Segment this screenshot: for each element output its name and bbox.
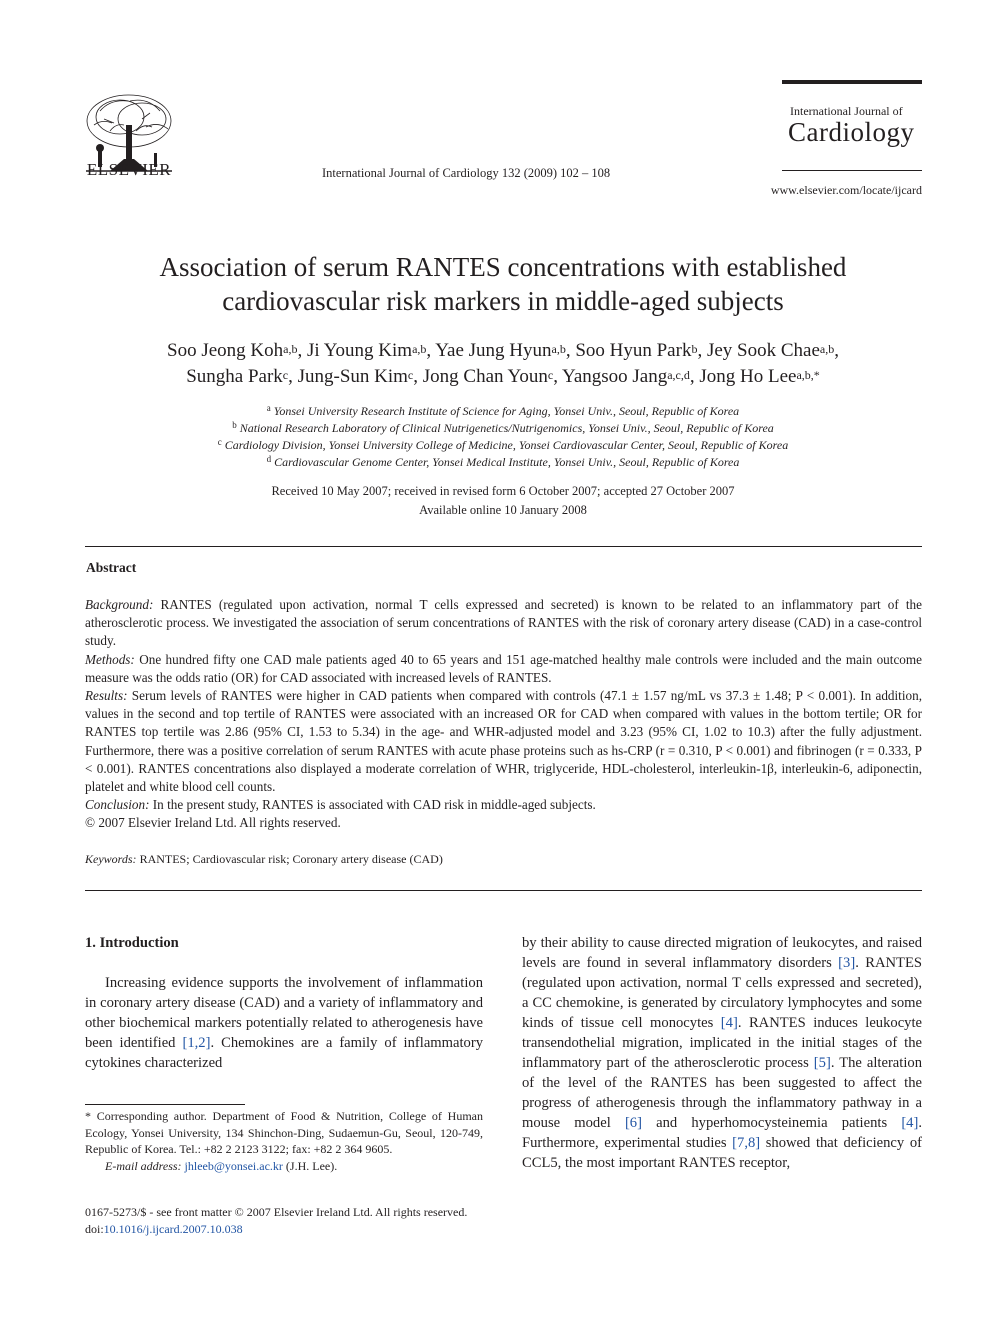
received-dates: Received 10 May 2007; received in revised form 6 October 2007; accepted 27 October 2007: [271, 484, 735, 498]
abstract-conclusion: Conclusion: In the present study, RANTES is associated with CAD risk in middle-aged subjects.: [85, 797, 596, 813]
author-affil-mark[interactable]: a,b: [819, 342, 835, 356]
publisher-name: ELSEVIER: [86, 160, 172, 179]
author-affil-mark[interactable]: a,b,*: [796, 368, 820, 382]
footnote-rule: [85, 1104, 245, 1105]
author-name: Sungha Park: [186, 366, 283, 387]
author-name: Soo Jeong Koh: [167, 340, 284, 361]
affiliation-item: $^a$ Yonsei University Research Institute of Science for Aging, Yonsei Univ., Seoul, Republic of Korea: [266, 403, 740, 418]
keywords: Keywords: RANTES; Cardiovascular risk; Coronary artery disease (CAD): [85, 852, 443, 866]
journal-brand-name: Cardiology: [788, 117, 915, 147]
abstract-results: Results: Serum levels of RANTES were higher in CAD patients when compared with controls (47.1 ± 1.57 ng/mL vs 37.3 ± 1.48; P < 0.001). In addition, values in the second and top tertile of RANTES were associated with an increased OR for CAD when compared with values in the bottom tertile; OR for RANTES top tertile was 2.86 (95% CI, 1.53 to 5.34) in the age- and WHR-adjusted model and 3.23 (95% CI, 1.02 to 10.3) after the fully adjustment. Furthermore, there was a positive correlation of serum RANTES with acute phase proteins such as hs-CRP (r = 0.310, P < 0.001) and fibrinogen (r = 0.333, P < 0.001). RANTES concentrations also displayed a moderate correlation of WHR, triglyceride, HDL-cholesterol, interleukin-1β, interleukin-6, adiponectin, platelet and white blood cell counts.: [85, 688, 922, 795]
brand-rule-bottom: [782, 170, 922, 171]
body-column-left: [85, 933, 483, 1073]
abstract-rule-bottom: [85, 890, 922, 891]
affiliation-item: $^d$ Cardiovascular Genome Center, Yonsei Medical Institute, Yonsei Univ., Seoul, Republic of Korea: [266, 454, 740, 469]
abstract-rule-top: [85, 546, 922, 547]
author-name: Jung-Sun Kim: [297, 366, 408, 387]
author-affil-mark[interactable]: b: [691, 342, 698, 356]
footnote: [85, 1108, 483, 1174]
author-affil-mark[interactable]: c: [282, 368, 289, 382]
citation-link[interactable]: [5]: [813, 1055, 831, 1071]
title-line-1: Association of serum RANTES concentrations with established: [159, 252, 847, 282]
citation-link[interactable]: [6]: [624, 1115, 642, 1131]
journal-citation: International Journal of Cardiology 132 (2009) 102 – 108: [322, 166, 611, 180]
citation-link[interactable]: [3]: [838, 955, 856, 971]
available-online: Available online 10 January 2008: [419, 502, 587, 517]
affiliation-item: $^c$ Cardiology Division, Yonsei University College of Medicine, Yonsei Cardiovascular Center, Seoul, Republic of Korea: [217, 437, 789, 452]
journal-url[interactable]: www.elsevier.com/locate/ijcard: [770, 183, 922, 197]
citation-link[interactable]: [4]: [901, 1115, 919, 1131]
email-note: E-mail address: jhleeb@yonsei.ac.kr (J.H. Lee).: [105, 1158, 338, 1173]
abstract-body: [85, 596, 922, 833]
author-name: Ji Young Kim: [306, 340, 413, 361]
author-name: Jey Sook Chae: [706, 340, 820, 361]
author-affil-mark[interactable]: c: [407, 368, 414, 382]
body-column-right: [522, 933, 922, 1173]
author-name: Jong Ho Lee: [699, 366, 797, 387]
author-line-1: Soo Jeong Koh$^{a,b}$, Ji Young Kim$^{a,b}$, Yae Jung Hyun$^{a,b}$, Soo Hyun Park$^b$, Jey Sook Chae$^{a,b}$,: [167, 340, 839, 361]
author-name: Soo Hyun Park: [575, 340, 692, 361]
abstract-heading: Abstract: [86, 560, 137, 575]
doi-link[interactable]: 10.1016/j.ijcard.2007.10.038: [103, 1222, 243, 1236]
issn-line: 0167-5273/$ - see front matter © 2007 Elsevier Ireland Ltd. All rights reserved.: [85, 1205, 468, 1219]
affiliation-list: [80, 403, 926, 471]
doi-line: doi:10.1016/j.ijcard.2007.10.038: [85, 1222, 243, 1236]
front-matter-meta: [85, 1204, 605, 1238]
citation-link[interactable]: [1,2]: [182, 1035, 211, 1051]
journal-brand-prefix: International Journal of: [790, 104, 903, 118]
intro-paragraph: Increasing evidence supports the involvement of inflammation in coronary artery disease (CAD) and a variety of inflammatory and other biochemical markers potentially related to atherogenesis have been identified [1,2]. Chemokines are a family of inflammatory cytokines characterized: [85, 975, 483, 1071]
author-list: [70, 338, 936, 390]
article-title: [80, 250, 926, 318]
author-affil-mark[interactable]: a,b: [551, 342, 566, 356]
author-affil-mark[interactable]: a,b: [283, 342, 298, 356]
author-affil-mark[interactable]: a,b: [412, 342, 427, 356]
citation-link[interactable]: [7,8]: [732, 1135, 761, 1151]
affiliation-item: $^b$ National Research Laboratory of Clinical Nutrigenetics/Nutrigenomics, Yonsei Univ., Seoul, Republic of Korea: [232, 420, 774, 435]
abstract-background: Background: RANTES (regulated upon activation, normal T cells expressed and secreted) is known to be related to an inflammatory part of the atherosclerotic process. We investigated the association of serum concentrations of RANTES with the risk of coronary artery disease (CAD) in a case-control study.: [85, 597, 922, 649]
author-affil-mark[interactable]: c: [547, 368, 554, 382]
brand-rule-top: [782, 80, 922, 84]
section-heading: 1. Introduction: [85, 935, 179, 951]
author-affil-mark[interactable]: a,c,d: [667, 368, 690, 382]
abstract-copyright: © 2007 Elsevier Ireland Ltd. All rights reserved.: [85, 815, 341, 831]
article-history: [80, 482, 926, 519]
author-name: Jong Chan Youn: [422, 366, 548, 387]
citation-link[interactable]: [4]: [720, 1015, 738, 1031]
title-line-2: cardiovascular risk markers in middle-aged subjects: [222, 286, 784, 316]
abstract-methods: Methods: One hundred fifty one CAD male patients aged 40 to 65 years and 151 age-matched healthy male controls were included and the main outcome measure was the odds ratio (OR) for CAD associated with increased levels of RANTES.: [85, 651, 922, 685]
author-name: Yangsoo Jang: [562, 366, 668, 387]
author-line-2: Sungha Park$^c$, Jung-Sun Kim$^c$, Jong Chan Youn$^c$, Yangsoo Jang$^{a,c,d}$, Jong Ho Lee$^{a,b,*}$: [186, 366, 820, 387]
author-name: Yae Jung Hyun: [435, 340, 552, 361]
corresponding-author-note: * Corresponding author. Department of Food & Nutrition, College of Human Ecology, Yonsei University, 134 Shinchon-Ding, Sudaemun-Gu, Seoul, 120-749, Republic of Korea. Tel.: +82 2 2123 3122; fax: +82 2 364 9605.: [85, 1109, 483, 1156]
email-link[interactable]: jhleeb@yonsei.ac.kr: [184, 1158, 283, 1173]
intro-paragraph-continued: by their ability to cause directed migration of leukocytes, and raised levels are found in several inflammatory disorders [3]. RANTES (regulated upon activation, normal T cells expressed and secreted), a CC chemokine, is generated by circulatory lymphocytes and some kinds of tissue cell monocytes [4]. RANTES induces leukocyte transendothelial migration, implicated in the initial stages of the inflammatory part of the atherosclerotic process [5]. The alteration of the level of the RANTES has been suggested to affect the progress of atherogenesis through the inflammatory pathway in a mouse model [6] and hyperhomocysteinemia patients [4]. Furthermore, experimental studies [7,8] showed that deficiency of CCL5, the most important RANTES receptor,: [522, 935, 922, 1171]
